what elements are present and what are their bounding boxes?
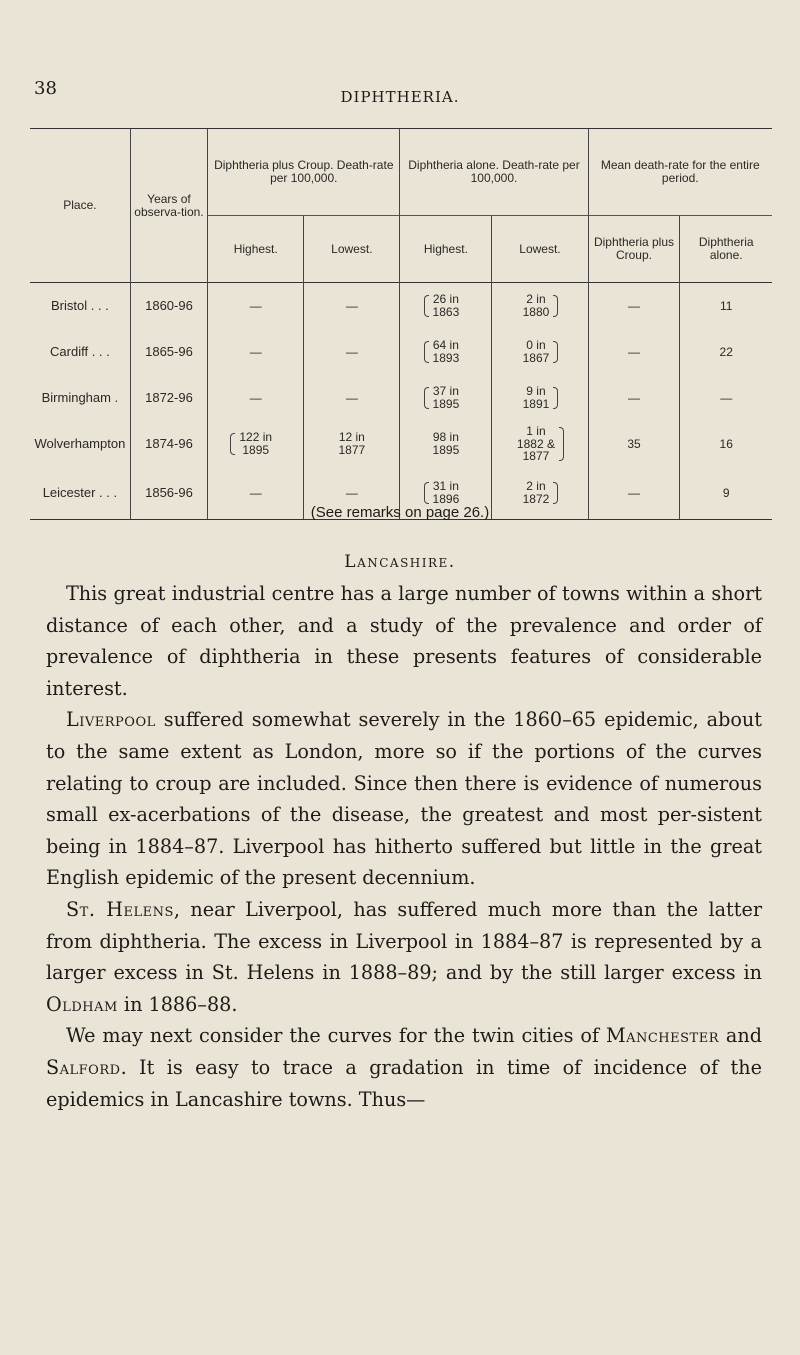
header-dc-lowest: Lowest. <box>304 216 400 283</box>
cell-years: 1872-96 <box>130 375 207 421</box>
page-number: 38 <box>34 78 57 99</box>
cell-dc-low: — <box>304 467 400 520</box>
paragraph: We may next consider the curves for the twin cities of Manchester and Salford. It is easy to trace a gradation in time of incidence of the epidemics in Lancashire towns. Thus— <box>46 1024 762 1111</box>
header-dc-highest: Highest. <box>208 216 304 283</box>
table-row <box>30 283 772 330</box>
cell-d-low: 0 in 1867 <box>492 329 588 375</box>
cell-d-high: 37 in 1895 <box>400 375 492 421</box>
header-mean-plus-croup: Diphtheria plus Croup. <box>588 216 680 283</box>
cell-d-low: 1 in 1882 & 1877 <box>492 421 588 467</box>
town-name: Manchester <box>605 1024 719 1048</box>
cell-d-high: 31 in 1896 <box>400 467 492 520</box>
cell-dc-high: — <box>208 283 304 330</box>
paragraph: This great industrial centre has a large number of towns within a short distance of each other, and a study of the prevalence and order of prevalence of diphtheria in these presents features of considerable interest. <box>46 582 762 700</box>
town-name: Liverpool <box>66 708 156 732</box>
cell-d-high: 26 in 1863 <box>400 283 492 330</box>
paragraph: St. Helens, near Liverpool, has suffered much more than the latter from diphtheria. The excess in Liverpool in 1884–87 is represented by a larger excess in St. Helens in 1888–89; and by the still larger excess in Oldham in 1886–88. <box>46 897 762 1016</box>
death-rate-table <box>30 128 772 520</box>
cell-d-high: 98 in 1895 <box>400 421 492 467</box>
cell-dc-high: — <box>208 467 304 520</box>
town-name: Oldham <box>46 992 118 1016</box>
cell-dc-low: — <box>304 329 400 375</box>
town-name: St. Helens <box>66 897 174 921</box>
cell-dc-low: — <box>304 375 400 421</box>
cell-years: 1874-96 <box>130 421 207 467</box>
paragraph: Liverpool suffered somewhat severely in the 1860–65 epidemic, about to the same extent as London, more so if the portions of the curves relating to croup are included. Since then there is evidence of numerous small ex-acerbations of the disease, the greatest and most per-sistent being in 1884–87. Liverpool has hitherto suffered but little in the great English epidemic of the present decennium. <box>46 708 762 890</box>
header-diphtheria-plus-croup: Diphtheria plus Croup. Death-rate per 100,000. <box>208 129 400 216</box>
cell-mean-d: 22 <box>680 329 772 375</box>
cell-place: Bristol . . . <box>51 298 109 314</box>
cell-place: Cardiff . . . <box>50 344 110 360</box>
cell-years: 1856-96 <box>130 467 207 520</box>
cell-place: Wolverhampton <box>34 436 126 452</box>
cell-mean-dc: — <box>588 375 680 421</box>
cell-dc-high: — <box>208 329 304 375</box>
header-diphtheria-alone: Diphtheria alone. Death-rate per 100,000. <box>400 129 588 216</box>
cell-mean-d: 11 <box>680 283 772 330</box>
cell-mean-dc: 35 <box>588 421 680 467</box>
cell-years: 1865-96 <box>130 329 207 375</box>
cell-d-low: 2 in 1880 <box>492 283 588 330</box>
running-head: DIPHTHERIA. <box>340 88 460 106</box>
cell-mean-dc: — <box>588 283 680 330</box>
cell-place: Leicester . . . <box>30 467 130 520</box>
cell-dc-low: 12 in 1877 <box>304 421 400 467</box>
cell-place: Birmingham . <box>41 390 119 406</box>
header-d-highest: Highest. <box>400 216 492 283</box>
cell-dc-high: 122 in 1895 <box>208 421 304 467</box>
cell-dc-low: — <box>304 283 400 330</box>
table-caption: (See remarks on page 26.) <box>310 504 490 521</box>
header-d-lowest: Lowest. <box>492 216 588 283</box>
cell-years: 1860-96 <box>130 283 207 330</box>
cell-mean-d: — <box>680 375 772 421</box>
cell-d-low: 9 in 1891 <box>492 375 588 421</box>
cell-mean-dc: — <box>588 467 680 520</box>
header-place: Place. <box>30 129 130 283</box>
cell-dc-high: — <box>208 375 304 421</box>
cell-mean-d: 16 <box>680 421 772 467</box>
header-mean-alone: Diphtheria alone. <box>680 216 772 283</box>
cell-mean-d: 9 <box>680 467 772 520</box>
header-mean-death-rate: Mean death-rate for the entire period. <box>588 129 772 216</box>
cell-d-low: 2 in 1872 <box>492 467 588 520</box>
town-name: Salford <box>46 1055 121 1079</box>
table-row <box>30 375 772 421</box>
section-title: Lancashire. <box>344 552 456 572</box>
table-row <box>30 329 772 375</box>
table-row <box>30 421 772 467</box>
cell-mean-dc: — <box>588 329 680 375</box>
body-text <box>46 578 762 1115</box>
header-years: Years of observa-tion. <box>130 129 207 283</box>
cell-d-high: 64 in 1893 <box>400 329 492 375</box>
